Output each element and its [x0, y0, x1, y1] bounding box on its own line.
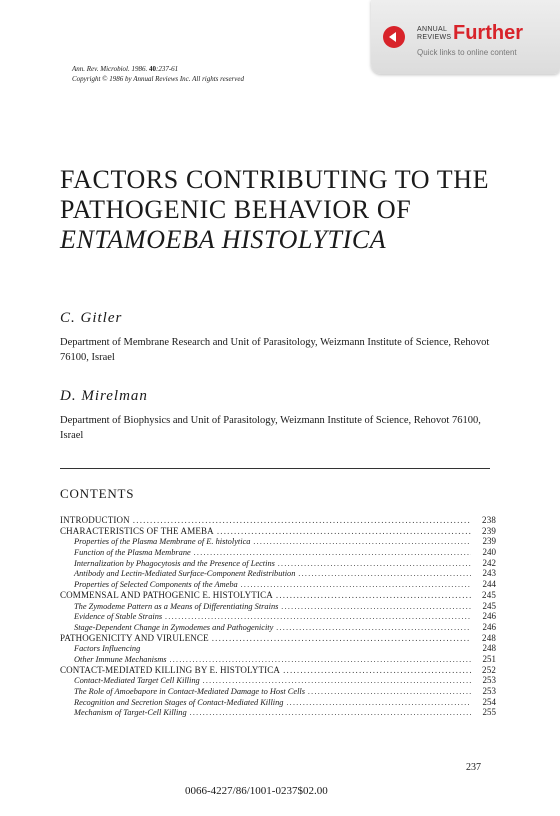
- toc-row[interactable]: [60, 707, 500, 718]
- toc-entry-page: 238: [482, 515, 496, 525]
- toc-leader-dots: [203, 676, 471, 687]
- toc-leader-dots: [194, 548, 471, 559]
- toc-entry-label: CHARACTERISTICS OF THE AMEBA: [60, 525, 214, 536]
- toc-row[interactable]: [60, 611, 500, 622]
- footer-code: 0066-4227/86/1001-0237$02.00: [185, 785, 328, 797]
- toc-row[interactable]: [60, 590, 500, 601]
- toc-row[interactable]: [60, 643, 500, 654]
- toc-entry-page: 240: [482, 547, 496, 558]
- banner-further-word: Further: [453, 22, 523, 44]
- title-line-1: FACTORS CONTRIBUTING TO THE: [60, 165, 490, 194]
- author-name: C. Gitler: [60, 310, 123, 326]
- banner-brand-line1: ANNUAL: [417, 26, 448, 33]
- journal-citation: [72, 64, 244, 84]
- toc-entry-label: Mechanism of Target-Cell Killing: [74, 708, 187, 718]
- toc-row[interactable]: [60, 622, 500, 633]
- toc-row[interactable]: [60, 526, 500, 537]
- toc-entry-label: CONTACT-MEDIATED KILLING BY E. HISTOLYTICA: [60, 664, 281, 675]
- toc-entry-page: 243: [482, 568, 496, 579]
- section-divider: [60, 468, 490, 469]
- toc-entry-label: COMMENSAL AND PATHOGENIC E. HISTOLYTICA: [60, 589, 273, 600]
- toc-leader-dots: [298, 569, 471, 580]
- toc-entry-page: 253: [482, 675, 496, 686]
- toc-entry-page: 246: [482, 611, 496, 622]
- citation-pages: :237-61: [155, 65, 179, 73]
- toc-entry-label: Function of the Plasma Membrane: [74, 548, 191, 558]
- toc-entry-label: Properties of the Plasma Membrane of E. histolytica: [74, 537, 251, 547]
- toc-leader-dots: [283, 665, 471, 676]
- toc-row[interactable]: [60, 697, 500, 708]
- toc-entry-page: 251: [482, 653, 496, 664]
- citation-copyright: Copyright © 1986 by Annual Reviews Inc. All rights reserved: [72, 75, 244, 83]
- toc-leader-dots: [212, 633, 471, 644]
- toc-entry-label: Other Immune Mechanisms: [74, 654, 167, 664]
- author-affiliation: Department of Biophysics and Unit of Parasitology, Weizmann Institute of Science, Rehovot 76100, Israel: [60, 415, 481, 441]
- toc-entry-label: INTRODUCTION: [60, 515, 130, 525]
- toc-row[interactable]: [60, 686, 500, 697]
- page-number: 237: [466, 762, 481, 773]
- toc-row[interactable]: [60, 601, 500, 612]
- contents-heading: CONTENTS: [60, 486, 135, 501]
- toc-row[interactable]: [60, 665, 500, 676]
- toc-row[interactable]: [60, 568, 500, 579]
- toc-entry-page: 239: [482, 525, 496, 536]
- toc-row[interactable]: [60, 579, 500, 590]
- citation-volume: 40: [148, 65, 156, 73]
- toc-entry-label: Properties of Selected Components of the Ameba: [74, 580, 238, 590]
- toc-row[interactable]: [60, 515, 500, 526]
- citation-line: [72, 64, 244, 74]
- toc-leader-dots: [287, 698, 472, 709]
- toc-leader-dots: [253, 537, 471, 548]
- toc-entry-label: Internalization by Phagocytosis and the Presence of Lectins: [74, 558, 275, 568]
- toc-entry-label: The Zymodeme Pattern as a Means of Differentiating Strains: [74, 601, 279, 611]
- toc-entry-label: Antibody and Lectin-Mediated Surface-Component Redistribution: [74, 569, 296, 579]
- toc-leader-dots: [276, 590, 471, 601]
- toc-entry-label: Evidence of Stable Strains: [74, 612, 163, 622]
- toc-entry-page: 245: [482, 589, 496, 600]
- toc-entry-page: 254: [482, 696, 496, 707]
- toc-leader-dots: [278, 559, 471, 570]
- table-of-contents: [60, 515, 500, 718]
- toc-row[interactable]: [60, 558, 500, 569]
- toc-entry-label: Recognition and Secretion Stages of Contact-Mediated Killing: [74, 697, 284, 707]
- toc-entry-label: Contact-Mediated Target Cell Killing: [74, 676, 200, 686]
- banner-tagline[interactable]: Quick links to online content: [417, 48, 517, 57]
- author-affiliation: Department of Membrane Research and Unit of Parasitology, Weizmann Institute of Science, Rehovot 76100, Israel: [60, 337, 490, 363]
- toc-entry-page: 244: [482, 579, 496, 590]
- toc-leader-dots: [165, 612, 471, 623]
- toc-leader-dots: [308, 687, 471, 698]
- toc-row[interactable]: [60, 675, 500, 686]
- toc-entry-page: 239: [482, 536, 496, 547]
- banner-brand-line2: REVIEWS: [417, 34, 452, 41]
- author-name: D. Mirelman: [60, 388, 148, 404]
- toc-entry-label: Stage-Dependent Change in Zymodemes and Pathogenicity: [74, 622, 274, 632]
- play-left-icon[interactable]: [383, 26, 405, 48]
- toc-leader-dots: [190, 708, 471, 719]
- annual-reviews-further-banner[interactable]: [371, 0, 560, 74]
- toc-entry-label: The Role of Amoebapore in Contact-Mediated Damage to Host Cells: [74, 687, 305, 696]
- toc-entry-label: Factors Influencing: [74, 644, 141, 654]
- toc-entry-page: 246: [482, 621, 496, 632]
- toc-leader-dots: [217, 526, 471, 537]
- article-title: [60, 165, 489, 255]
- toc-leader-dots: [281, 602, 471, 613]
- toc-row[interactable]: [60, 547, 500, 558]
- toc-row[interactable]: [60, 633, 500, 644]
- title-line-2: PATHOGENIC BEHAVIOR OF: [60, 195, 412, 224]
- toc-row[interactable]: [60, 536, 500, 547]
- toc-entry-page: 252: [482, 664, 496, 675]
- toc-row[interactable]: [60, 654, 500, 665]
- toc-entry-page: 248: [482, 632, 496, 643]
- toc-entry-page: 255: [482, 707, 496, 718]
- toc-entry-label: PATHOGENICITY AND VIRULENCE: [60, 632, 209, 643]
- toc-entry-page: 245: [482, 600, 496, 611]
- citation-journal: Ann. Rev. Microbiol. 1986.: [72, 65, 148, 73]
- toc-entry-page: 242: [482, 557, 496, 568]
- toc-leader-dots: [133, 515, 471, 526]
- toc-entry-page: 248: [482, 643, 496, 654]
- title-line-3: ENTAMOEBA HISTOLYTICA: [60, 225, 387, 254]
- toc-entry-page: 253: [482, 686, 496, 696]
